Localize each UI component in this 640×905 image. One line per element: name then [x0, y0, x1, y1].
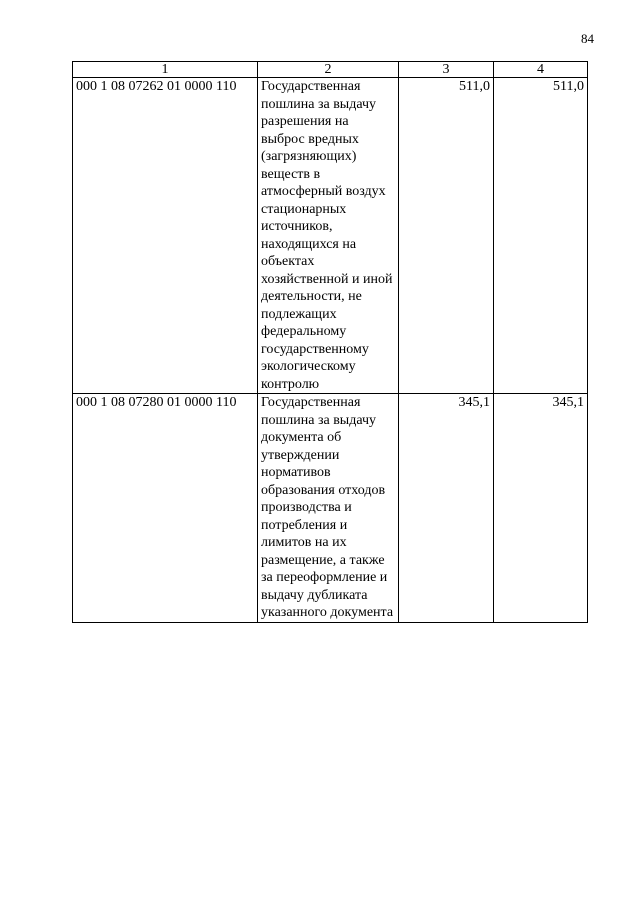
row-code: 000 1 08 07280 01 0000 110	[73, 394, 258, 623]
table-row	[73, 78, 588, 394]
column-header-3: 3	[399, 62, 494, 78]
row-value-col4: 511,0	[494, 78, 588, 394]
table-row	[73, 394, 588, 623]
column-header-4: 4	[494, 62, 588, 78]
row-value-col3: 511,0	[399, 78, 494, 394]
row-value-col4: 345,1	[494, 394, 588, 623]
row-name: Государственная пошлина за выдачу разрешения на выброс вредных (загрязняющих) веществ в атмосферный воздух стационарных источников, находящихся на объектах хозяйственной и иной деятельности, не подлежащих федеральному государственному экологическому контролю	[258, 78, 399, 394]
row-code: 000 1 08 07262 01 0000 110	[73, 78, 258, 394]
budget-table	[72, 61, 588, 623]
row-name: Государственная пошлина за выдачу документа об утверждении нормативов образования отходов производства и потребления и лимитов на их размещение, а также за переоформление и выдачу дубликата указанного документа	[258, 394, 399, 623]
column-header-2: 2	[258, 62, 399, 78]
page-number: 84	[581, 31, 594, 46]
table-header-row	[73, 62, 588, 78]
column-header-1: 1	[73, 62, 258, 78]
row-value-col3: 345,1	[399, 394, 494, 623]
